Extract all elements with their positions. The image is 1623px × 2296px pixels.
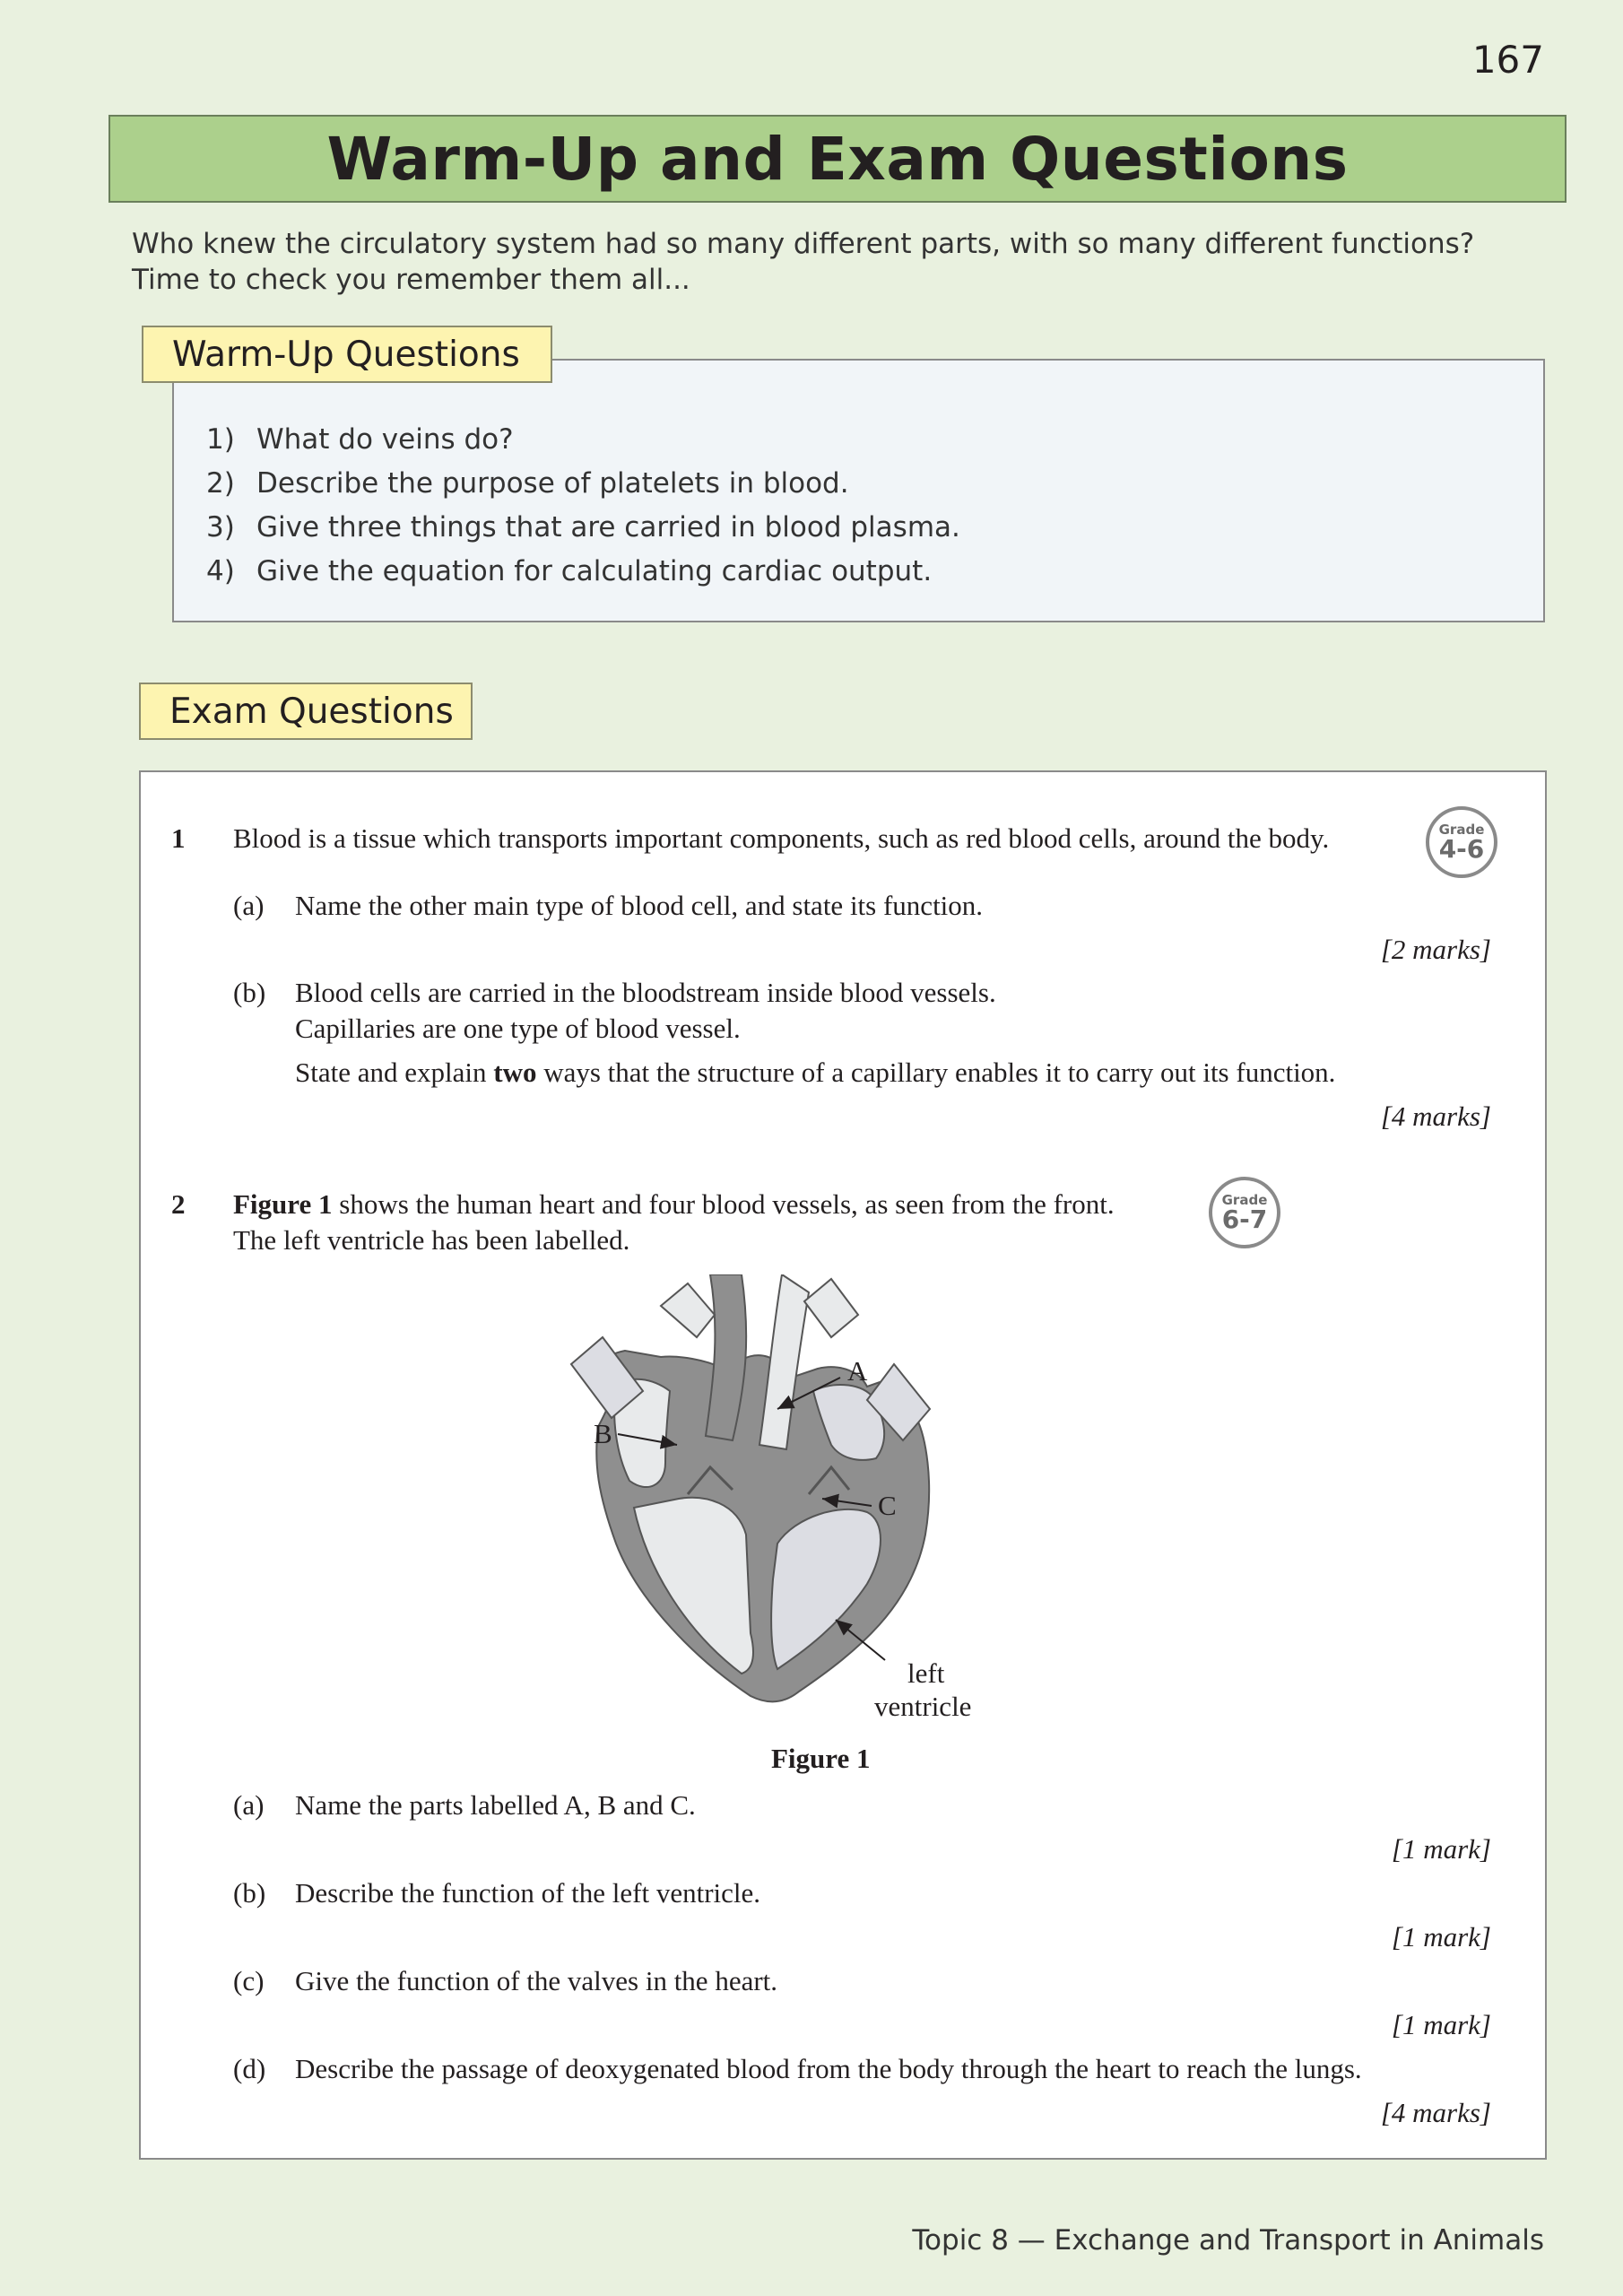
part-label: (b) — [233, 1877, 266, 1909]
list-item: 3) Give three things that are carried in blood plasma. — [206, 511, 960, 544]
part-label: (c) — [233, 1965, 265, 1996]
artery-branch — [804, 1279, 858, 1337]
question-number: 1 — [171, 822, 186, 854]
list-item: 1) What do veins do? — [206, 423, 514, 456]
label-ventricle: ventricle — [874, 1691, 972, 1722]
grade-value: 6-7 — [1221, 1204, 1268, 1234]
part-text: Describe the function of the left ventricle. — [295, 1877, 761, 1909]
grade-badge — [1426, 806, 1497, 878]
warmup-list — [206, 418, 960, 594]
intro-line: Who knew the circulatory system had so many different parts, with so many different functions? — [132, 228, 1475, 260]
heart-diagram — [562, 1274, 1118, 1777]
part-text: Capillaries are one type of blood vessel. — [295, 1013, 741, 1044]
warmup-heading: Warm-Up Questions — [142, 326, 552, 383]
title-banner — [108, 115, 1567, 203]
question-text: The left ventricle has been labelled. — [233, 1224, 630, 1256]
part-text: Give the function of the valves in the heart. — [295, 1965, 778, 1996]
grade-badge — [1209, 1177, 1280, 1248]
exam-box — [139, 770, 1547, 2160]
page-number: 167 — [1471, 38, 1544, 82]
intro-text — [132, 226, 1474, 298]
question-text: Figure 1 shows the human heart and four blood vessels, as seen from the front. — [233, 1188, 1115, 1220]
part-text: Describe the passage of deoxygenated blood from the body through the heart to reach the lungs. — [295, 2053, 1362, 2084]
marks: [2 marks] — [1380, 934, 1491, 965]
page-title: Warm-Up and Exam Questions — [326, 124, 1349, 194]
artery-branch — [661, 1283, 715, 1337]
label-c: C — [878, 1490, 897, 1521]
part-text: Name the parts labelled A, B and C. — [295, 1789, 696, 1821]
question-number: 2 — [171, 1188, 186, 1220]
marks: [4 marks] — [1380, 2097, 1491, 2128]
part-text: Blood cells are carried in the bloodstream inside blood vessels. — [295, 977, 996, 1008]
intro-line: Time to check you remember them all... — [132, 264, 690, 296]
label-b: B — [594, 1418, 612, 1449]
list-item: 4) Give the equation for calculating cardiac output. — [206, 555, 933, 587]
label-left: left — [907, 1657, 945, 1689]
part-label: (b) — [233, 977, 266, 1008]
part-label: (d) — [233, 2053, 266, 2084]
question-text: Blood is a tissue which transports important components, such as red blood cells, around the body. — [233, 822, 1330, 854]
part-text: Name the other main type of blood cell, and state its function. — [295, 890, 984, 921]
marks: [4 marks] — [1380, 1100, 1491, 1132]
part-text: State and explain two ways that the structure of a capillary enables it to carry out its function. — [295, 1057, 1336, 1088]
part-label: (a) — [233, 890, 265, 921]
marks: [1 mark] — [1391, 1921, 1491, 1952]
exam-heading: Exam Questions — [139, 683, 473, 740]
list-item: 2) Describe the purpose of platelets in blood. — [206, 467, 849, 500]
grade-value: 4-6 — [1438, 833, 1485, 864]
marks: [1 mark] — [1391, 1833, 1491, 1865]
warmup-box — [172, 359, 1545, 622]
grade-label: Grade — [1221, 1191, 1268, 1208]
page-footer: Topic 8 — Exchange and Transport in Animals — [912, 2224, 1544, 2257]
grade-label: Grade — [1438, 821, 1485, 838]
part-label: (a) — [233, 1789, 265, 1821]
marks: [1 mark] — [1391, 2009, 1491, 2040]
label-a: A — [847, 1355, 868, 1387]
figure-caption: Figure 1 — [771, 1743, 871, 1774]
